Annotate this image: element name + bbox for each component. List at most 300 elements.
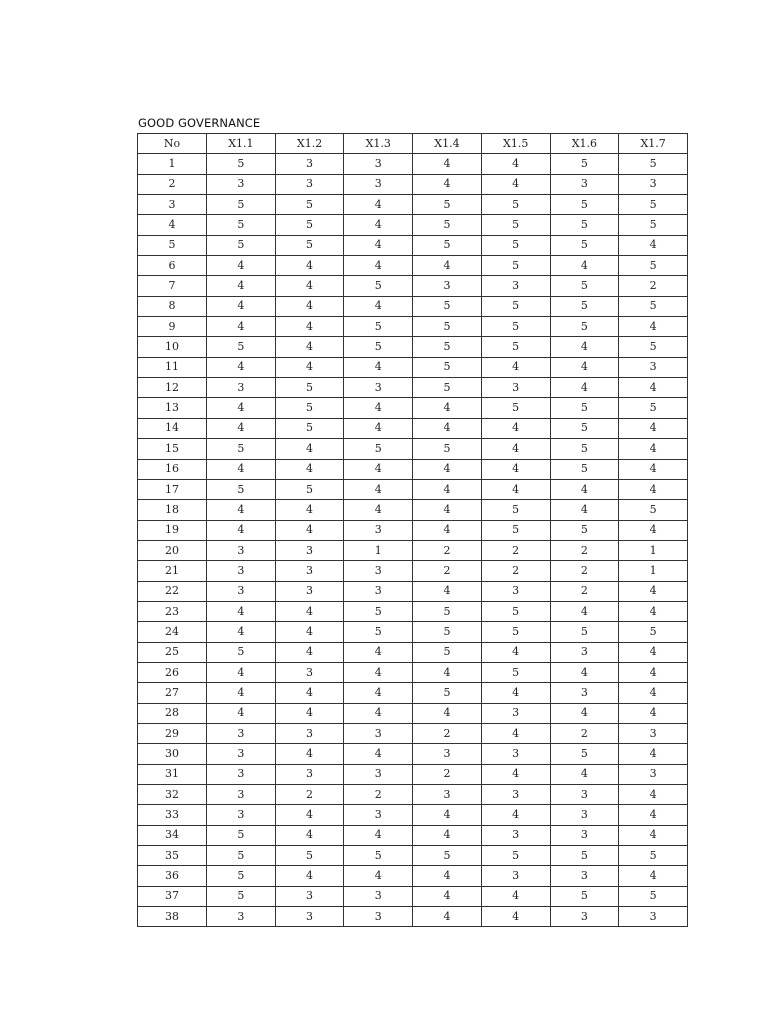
table-cell: 4 xyxy=(619,805,688,825)
table-body xyxy=(138,154,688,927)
page-title: GOOD GOVERNANCE xyxy=(138,116,261,130)
table-cell: 3 xyxy=(550,683,619,703)
table-cell: 1 xyxy=(344,540,413,560)
table-cell: 2 xyxy=(413,723,482,743)
table-cell: 5 xyxy=(550,886,619,906)
table-cell: 3 xyxy=(275,581,344,601)
table-cell: 5 xyxy=(619,215,688,235)
table-cell: 4 xyxy=(344,215,413,235)
table-cell: 5 xyxy=(481,846,550,866)
table-cell: 5 xyxy=(207,439,276,459)
table-cell: 5 xyxy=(413,846,482,866)
table-cell: 3 xyxy=(550,805,619,825)
column-header: X1.3 xyxy=(344,134,413,154)
table-cell: 5 xyxy=(344,622,413,642)
row-number-cell: 26 xyxy=(138,662,207,682)
table-cell: 4 xyxy=(207,459,276,479)
table-row xyxy=(138,744,688,764)
table-cell: 5 xyxy=(619,296,688,316)
table-cell: 3 xyxy=(550,907,619,927)
table-cell: 5 xyxy=(481,256,550,276)
table-row xyxy=(138,337,688,357)
table-cell: 2 xyxy=(481,540,550,560)
table-cell: 4 xyxy=(344,256,413,276)
table-cell: 4 xyxy=(481,357,550,377)
table-cell: 4 xyxy=(619,235,688,255)
table-cell: 3 xyxy=(481,744,550,764)
row-number-cell: 13 xyxy=(138,398,207,418)
table-row xyxy=(138,459,688,479)
table-cell: 5 xyxy=(207,886,276,906)
table-cell: 5 xyxy=(413,378,482,398)
table-cell: 5 xyxy=(275,398,344,418)
row-number-cell: 31 xyxy=(138,764,207,784)
row-number-cell: 11 xyxy=(138,357,207,377)
table-cell: 2 xyxy=(344,785,413,805)
table-cell: 3 xyxy=(550,785,619,805)
table-cell: 3 xyxy=(344,764,413,784)
table-cell: 5 xyxy=(619,195,688,215)
table-cell: 5 xyxy=(275,418,344,438)
table-cell: 4 xyxy=(619,439,688,459)
table-cell: 4 xyxy=(481,886,550,906)
table-cell: 4 xyxy=(275,357,344,377)
row-number-cell: 9 xyxy=(138,317,207,337)
table-cell: 4 xyxy=(275,825,344,845)
table-cell: 4 xyxy=(275,866,344,886)
table-cell: 5 xyxy=(550,235,619,255)
table-cell: 5 xyxy=(481,398,550,418)
table-cell: 5 xyxy=(481,337,550,357)
table-row xyxy=(138,500,688,520)
table-cell: 4 xyxy=(344,235,413,255)
table-cell: 5 xyxy=(481,520,550,540)
table-cell: 4 xyxy=(550,256,619,276)
column-header: X1.7 xyxy=(619,134,688,154)
table-cell: 4 xyxy=(481,154,550,174)
table-cell: 2 xyxy=(413,540,482,560)
table-cell: 4 xyxy=(550,479,619,499)
table-cell: 4 xyxy=(275,459,344,479)
table-cell: 4 xyxy=(619,662,688,682)
column-header: X1.4 xyxy=(413,134,482,154)
table-row xyxy=(138,418,688,438)
row-number-cell: 24 xyxy=(138,622,207,642)
table-cell: 4 xyxy=(619,520,688,540)
table-cell: 4 xyxy=(275,500,344,520)
table-row xyxy=(138,256,688,276)
table-row xyxy=(138,601,688,621)
table-cell: 3 xyxy=(550,866,619,886)
row-number-cell: 21 xyxy=(138,561,207,581)
table-cell: 3 xyxy=(344,907,413,927)
table-cell: 3 xyxy=(275,561,344,581)
table-cell: 1 xyxy=(619,561,688,581)
table-cell: 5 xyxy=(619,154,688,174)
table-row xyxy=(138,622,688,642)
table-cell: 5 xyxy=(207,846,276,866)
table-cell: 4 xyxy=(413,418,482,438)
table-cell: 4 xyxy=(550,500,619,520)
table-cell: 3 xyxy=(275,907,344,927)
table-cell: 3 xyxy=(207,764,276,784)
table-cell: 4 xyxy=(481,683,550,703)
table-cell: 4 xyxy=(344,744,413,764)
table-cell: 3 xyxy=(275,174,344,194)
table-cell: 4 xyxy=(275,520,344,540)
table-cell: 4 xyxy=(550,703,619,723)
table-cell: 4 xyxy=(275,256,344,276)
row-number-cell: 38 xyxy=(138,907,207,927)
column-header: X1.2 xyxy=(275,134,344,154)
table-cell: 3 xyxy=(619,723,688,743)
table-cell: 3 xyxy=(207,723,276,743)
table-cell: 5 xyxy=(413,642,482,662)
table-cell: 3 xyxy=(344,520,413,540)
table-cell: 5 xyxy=(413,195,482,215)
table-cell: 4 xyxy=(619,459,688,479)
row-number-cell: 22 xyxy=(138,581,207,601)
table-cell: 4 xyxy=(619,601,688,621)
table-cell: 5 xyxy=(344,337,413,357)
table-cell: 5 xyxy=(619,500,688,520)
table-cell: 3 xyxy=(207,744,276,764)
table-cell: 4 xyxy=(413,886,482,906)
table-cell: 5 xyxy=(550,317,619,337)
table-cell: 4 xyxy=(344,479,413,499)
table-header xyxy=(138,134,688,154)
table-row xyxy=(138,174,688,194)
table-cell: 5 xyxy=(481,622,550,642)
table-cell: 4 xyxy=(619,683,688,703)
table-cell: 3 xyxy=(207,785,276,805)
table-cell: 4 xyxy=(207,256,276,276)
table-cell: 3 xyxy=(481,276,550,296)
table-row xyxy=(138,215,688,235)
table-cell: 3 xyxy=(344,805,413,825)
table-cell: 4 xyxy=(413,866,482,886)
table-cell: 4 xyxy=(207,622,276,642)
table-cell: 2 xyxy=(275,785,344,805)
table-cell: 3 xyxy=(207,581,276,601)
table-cell: 4 xyxy=(413,398,482,418)
table-row xyxy=(138,378,688,398)
table-cell: 2 xyxy=(413,561,482,581)
table-row xyxy=(138,317,688,337)
table-row xyxy=(138,723,688,743)
table-cell: 4 xyxy=(207,601,276,621)
table-cell: 5 xyxy=(481,317,550,337)
row-number-cell: 33 xyxy=(138,805,207,825)
column-header: X1.5 xyxy=(481,134,550,154)
table-cell: 4 xyxy=(413,174,482,194)
table-cell: 3 xyxy=(344,174,413,194)
table-cell: 5 xyxy=(550,418,619,438)
row-number-cell: 15 xyxy=(138,439,207,459)
table-cell: 3 xyxy=(619,174,688,194)
row-number-cell: 37 xyxy=(138,886,207,906)
table-cell: 5 xyxy=(619,886,688,906)
table-cell: 5 xyxy=(207,642,276,662)
table-cell: 5 xyxy=(344,317,413,337)
table-cell: 4 xyxy=(550,357,619,377)
table-cell: 5 xyxy=(550,622,619,642)
table-cell: 3 xyxy=(344,886,413,906)
table-row xyxy=(138,357,688,377)
table-cell: 3 xyxy=(275,723,344,743)
table-cell: 4 xyxy=(619,378,688,398)
table-cell: 4 xyxy=(413,662,482,682)
table-cell: 5 xyxy=(550,744,619,764)
table-cell: 2 xyxy=(619,276,688,296)
row-number-cell: 12 xyxy=(138,378,207,398)
table-row xyxy=(138,581,688,601)
table-cell: 4 xyxy=(413,703,482,723)
table-cell: 5 xyxy=(275,846,344,866)
table-cell: 3 xyxy=(344,561,413,581)
table-cell: 3 xyxy=(550,174,619,194)
table-cell: 4 xyxy=(207,683,276,703)
table-cell: 5 xyxy=(481,296,550,316)
table-cell: 5 xyxy=(413,215,482,235)
table-cell: 4 xyxy=(481,418,550,438)
table-cell: 5 xyxy=(619,398,688,418)
table-cell: 5 xyxy=(207,215,276,235)
row-number-cell: 32 xyxy=(138,785,207,805)
table-cell: 3 xyxy=(550,642,619,662)
table-cell: 5 xyxy=(275,479,344,499)
table-cell: 4 xyxy=(344,500,413,520)
table-cell: 4 xyxy=(344,866,413,886)
table-cell: 4 xyxy=(619,744,688,764)
table-cell: 4 xyxy=(481,907,550,927)
table-cell: 4 xyxy=(207,296,276,316)
table-cell: 3 xyxy=(481,785,550,805)
table-cell: 4 xyxy=(275,296,344,316)
table-cell: 4 xyxy=(275,744,344,764)
table-cell: 4 xyxy=(344,357,413,377)
table-cell: 3 xyxy=(481,866,550,886)
table-cell: 4 xyxy=(344,398,413,418)
table-cell: 5 xyxy=(413,439,482,459)
table-cell: 4 xyxy=(413,500,482,520)
table-cell: 4 xyxy=(619,703,688,723)
table-cell: 4 xyxy=(550,764,619,784)
table-row xyxy=(138,785,688,805)
table-cell: 5 xyxy=(344,439,413,459)
table-cell: 5 xyxy=(481,215,550,235)
table-cell: 4 xyxy=(344,825,413,845)
table-cell: 3 xyxy=(481,825,550,845)
row-number-cell: 17 xyxy=(138,479,207,499)
table-cell: 4 xyxy=(550,337,619,357)
table-cell: 4 xyxy=(413,581,482,601)
table-cell: 5 xyxy=(619,846,688,866)
table-cell: 3 xyxy=(207,378,276,398)
table-cell: 5 xyxy=(550,195,619,215)
table-cell: 4 xyxy=(344,683,413,703)
table-cell: 5 xyxy=(344,276,413,296)
table-cell: 3 xyxy=(481,581,550,601)
table-row xyxy=(138,866,688,886)
table-cell: 5 xyxy=(344,601,413,621)
table-cell: 5 xyxy=(207,866,276,886)
table-cell: 4 xyxy=(481,174,550,194)
table-cell: 4 xyxy=(413,479,482,499)
table-cell: 3 xyxy=(207,174,276,194)
table-cell: 4 xyxy=(207,357,276,377)
row-number-cell: 18 xyxy=(138,500,207,520)
table-cell: 3 xyxy=(207,805,276,825)
column-header: X1.6 xyxy=(550,134,619,154)
table-row xyxy=(138,907,688,927)
row-number-cell: 10 xyxy=(138,337,207,357)
table-cell: 3 xyxy=(344,378,413,398)
table-row xyxy=(138,703,688,723)
row-number-cell: 20 xyxy=(138,540,207,560)
table-cell: 5 xyxy=(207,825,276,845)
row-number-cell: 27 xyxy=(138,683,207,703)
table-row xyxy=(138,235,688,255)
data-table xyxy=(137,133,688,927)
table-cell: 3 xyxy=(413,744,482,764)
table-cell: 4 xyxy=(413,154,482,174)
table-cell: 4 xyxy=(413,459,482,479)
table-cell: 4 xyxy=(207,500,276,520)
table-cell: 4 xyxy=(275,276,344,296)
table-cell: 5 xyxy=(207,235,276,255)
table-cell: 5 xyxy=(481,195,550,215)
table-cell: 5 xyxy=(413,317,482,337)
row-number-cell: 6 xyxy=(138,256,207,276)
table-cell: 5 xyxy=(207,479,276,499)
table-cell: 5 xyxy=(413,357,482,377)
table-cell: 4 xyxy=(619,317,688,337)
table-cell: 4 xyxy=(344,459,413,479)
row-number-cell: 36 xyxy=(138,866,207,886)
column-header: X1.1 xyxy=(207,134,276,154)
table-cell: 4 xyxy=(550,378,619,398)
table-cell: 5 xyxy=(550,276,619,296)
table-cell: 3 xyxy=(481,378,550,398)
table-row xyxy=(138,520,688,540)
table-cell: 4 xyxy=(344,418,413,438)
table-cell: 5 xyxy=(550,439,619,459)
table-cell: 4 xyxy=(619,825,688,845)
row-number-cell: 14 xyxy=(138,418,207,438)
table-cell: 2 xyxy=(550,723,619,743)
table-cell: 3 xyxy=(413,785,482,805)
table-row xyxy=(138,398,688,418)
table-cell: 4 xyxy=(481,439,550,459)
table-row xyxy=(138,479,688,499)
table-cell: 4 xyxy=(207,703,276,723)
table-cell: 4 xyxy=(481,642,550,662)
table-cell: 4 xyxy=(481,459,550,479)
row-number-cell: 29 xyxy=(138,723,207,743)
table-cell: 5 xyxy=(619,337,688,357)
table-cell: 3 xyxy=(619,764,688,784)
row-number-cell: 34 xyxy=(138,825,207,845)
table-cell: 3 xyxy=(619,907,688,927)
row-number-cell: 2 xyxy=(138,174,207,194)
table-cell: 4 xyxy=(275,622,344,642)
table-cell: 5 xyxy=(275,215,344,235)
table-cell: 1 xyxy=(619,540,688,560)
row-number-cell: 4 xyxy=(138,215,207,235)
table-cell: 5 xyxy=(413,622,482,642)
table-row xyxy=(138,296,688,316)
table-cell: 4 xyxy=(481,479,550,499)
table-cell: 4 xyxy=(275,703,344,723)
table-cell: 5 xyxy=(619,622,688,642)
table-cell: 5 xyxy=(550,215,619,235)
row-number-cell: 5 xyxy=(138,235,207,255)
table-cell: 5 xyxy=(207,195,276,215)
table-cell: 4 xyxy=(413,520,482,540)
table-cell: 4 xyxy=(275,805,344,825)
row-number-cell: 3 xyxy=(138,195,207,215)
table-cell: 4 xyxy=(619,418,688,438)
table-cell: 5 xyxy=(275,195,344,215)
table-cell: 5 xyxy=(275,235,344,255)
table-cell: 3 xyxy=(207,907,276,927)
table-cell: 4 xyxy=(413,907,482,927)
table-cell: 5 xyxy=(413,601,482,621)
table-row xyxy=(138,846,688,866)
table-cell: 4 xyxy=(619,479,688,499)
table-row xyxy=(138,683,688,703)
table-cell: 3 xyxy=(275,540,344,560)
table-cell: 3 xyxy=(275,764,344,784)
table-cell: 5 xyxy=(619,256,688,276)
table-cell: 4 xyxy=(275,642,344,662)
row-number-cell: 35 xyxy=(138,846,207,866)
table-cell: 4 xyxy=(619,866,688,886)
row-number-cell: 23 xyxy=(138,601,207,621)
table-cell: 5 xyxy=(550,459,619,479)
table-cell: 4 xyxy=(619,785,688,805)
table-row xyxy=(138,805,688,825)
table-cell: 4 xyxy=(275,439,344,459)
table-cell: 3 xyxy=(207,561,276,581)
table-cell: 4 xyxy=(413,825,482,845)
table-row xyxy=(138,439,688,459)
table-row xyxy=(138,561,688,581)
table-cell: 5 xyxy=(481,601,550,621)
table-cell: 4 xyxy=(207,398,276,418)
column-header-no: No xyxy=(138,134,207,154)
table-cell: 4 xyxy=(275,601,344,621)
table-cell: 5 xyxy=(413,235,482,255)
row-number-cell: 8 xyxy=(138,296,207,316)
table-row xyxy=(138,276,688,296)
row-number-cell: 1 xyxy=(138,154,207,174)
table-row xyxy=(138,662,688,682)
row-number-cell: 16 xyxy=(138,459,207,479)
table-cell: 5 xyxy=(413,337,482,357)
table-cell: 4 xyxy=(550,662,619,682)
table-cell: 5 xyxy=(550,398,619,418)
table-cell: 5 xyxy=(550,154,619,174)
table-cell: 4 xyxy=(550,601,619,621)
table-cell: 5 xyxy=(550,846,619,866)
table-row xyxy=(138,540,688,560)
table-cell: 2 xyxy=(481,561,550,581)
row-number-cell: 19 xyxy=(138,520,207,540)
table-cell: 4 xyxy=(344,296,413,316)
table-cell: 4 xyxy=(207,418,276,438)
